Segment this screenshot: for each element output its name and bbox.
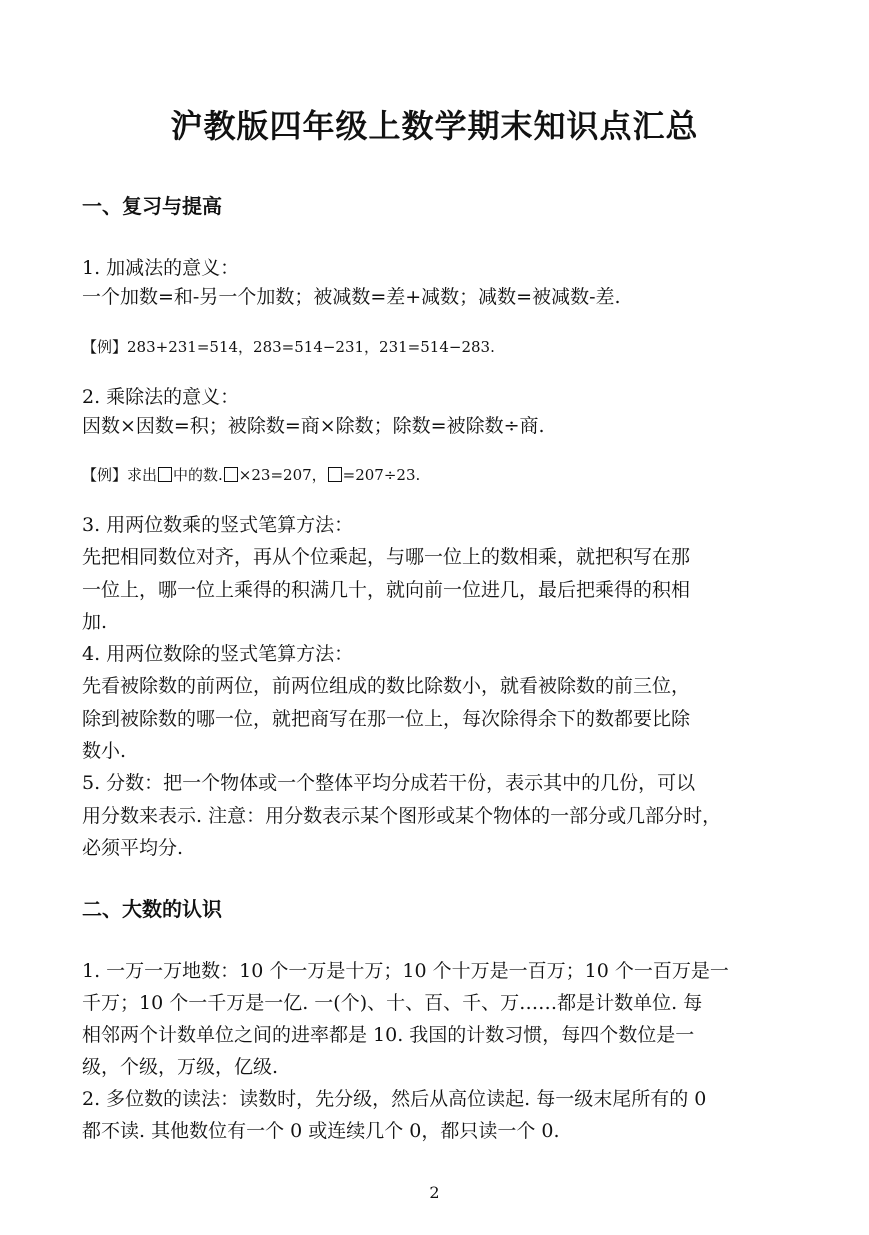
- item-title-two-digit-divide: 4. 用两位数除的竖式笔算方法：: [82, 643, 354, 665]
- item-line: 千万；10 个一千万是一亿. 一(个)、十、百、千、万……都是计数单位. 每: [82, 992, 703, 1014]
- item-line: 先把相同数位对齐，再从个位乘起，与哪一位上的数相乘，就把积写在那: [82, 546, 691, 568]
- item-line: 用分数来表示. 注意：用分数表示某个图形或某个物体的一部分或几部分时，: [82, 805, 722, 827]
- blank-box-icon: [328, 467, 342, 482]
- section-heading-review: 一、复习与提高: [82, 194, 222, 218]
- item-line: 1. 一万一万地数：10 个一万是十万；10 个十万是一百万；10 个一百万是一: [82, 960, 729, 982]
- item-line: 2. 多位数的读法：读数时，先分级，然后从高位读起. 每一级末尾所有的 0: [82, 1088, 707, 1110]
- blank-box-icon: [224, 467, 238, 482]
- item-line: 数小.: [82, 740, 127, 762]
- example-multiply-divide: [82, 461, 420, 489]
- item-line: 先看被除数的前两位，前两位组成的数比除数小，就看被除数的前三位，: [82, 675, 691, 697]
- item-line: 都不读. 其他数位有一个 0 或连续几个 0，都只读一个 0.: [82, 1120, 560, 1142]
- example-middle: 中的数.: [173, 466, 223, 484]
- item-line: 加.: [82, 611, 108, 633]
- item-title-add-subtract: 1. 加减法的意义：: [82, 257, 240, 279]
- item-line: 除到被除数的哪一位，就把商写在那一位上，每次除得余下的数都要比除: [82, 708, 691, 730]
- item-body-multiply-divide: 因数×因数=积；被除数=商×除数；除数=被除数÷商.: [82, 415, 545, 437]
- item-title-two-digit-multiply: 3. 用两位数乘的竖式笔算方法：: [82, 514, 354, 536]
- page-number: 2: [429, 1183, 440, 1202]
- example-prefix: 【例】求出: [82, 466, 158, 484]
- example-mid2: ×23=207，: [238, 466, 327, 484]
- item-line: 相邻两个计数单位之间的进率都是 10. 我国的计数习惯，每四个数位是一: [82, 1024, 695, 1046]
- item-line: 一位上，哪一位上乘得的积满几十，就向前一位进几，最后把乘得的积相: [82, 579, 691, 601]
- example-add-subtract: 【例】283+231=514，283=514−231，231=514−283.: [82, 338, 495, 356]
- blank-box-icon: [158, 467, 172, 482]
- section-heading-large-numbers: 二、大数的认识: [82, 897, 222, 921]
- item-line: 级，个级，万级，亿级.: [82, 1056, 279, 1078]
- item-line: 必须平均分.: [82, 837, 184, 859]
- item-line: 5. 分数：把一个物体或一个整体平均分成若干份，表示其中的几份，可以: [82, 772, 696, 794]
- page-title: 沪教版四年级上数学期末知识点汇总: [170, 107, 699, 145]
- example-suffix: =207÷23.: [342, 466, 421, 484]
- item-body-add-subtract: 一个加数=和-另一个加数；被减数=差+减数；减数=被减数-差.: [82, 286, 621, 308]
- item-title-multiply-divide: 2. 乘除法的意义：: [82, 386, 240, 408]
